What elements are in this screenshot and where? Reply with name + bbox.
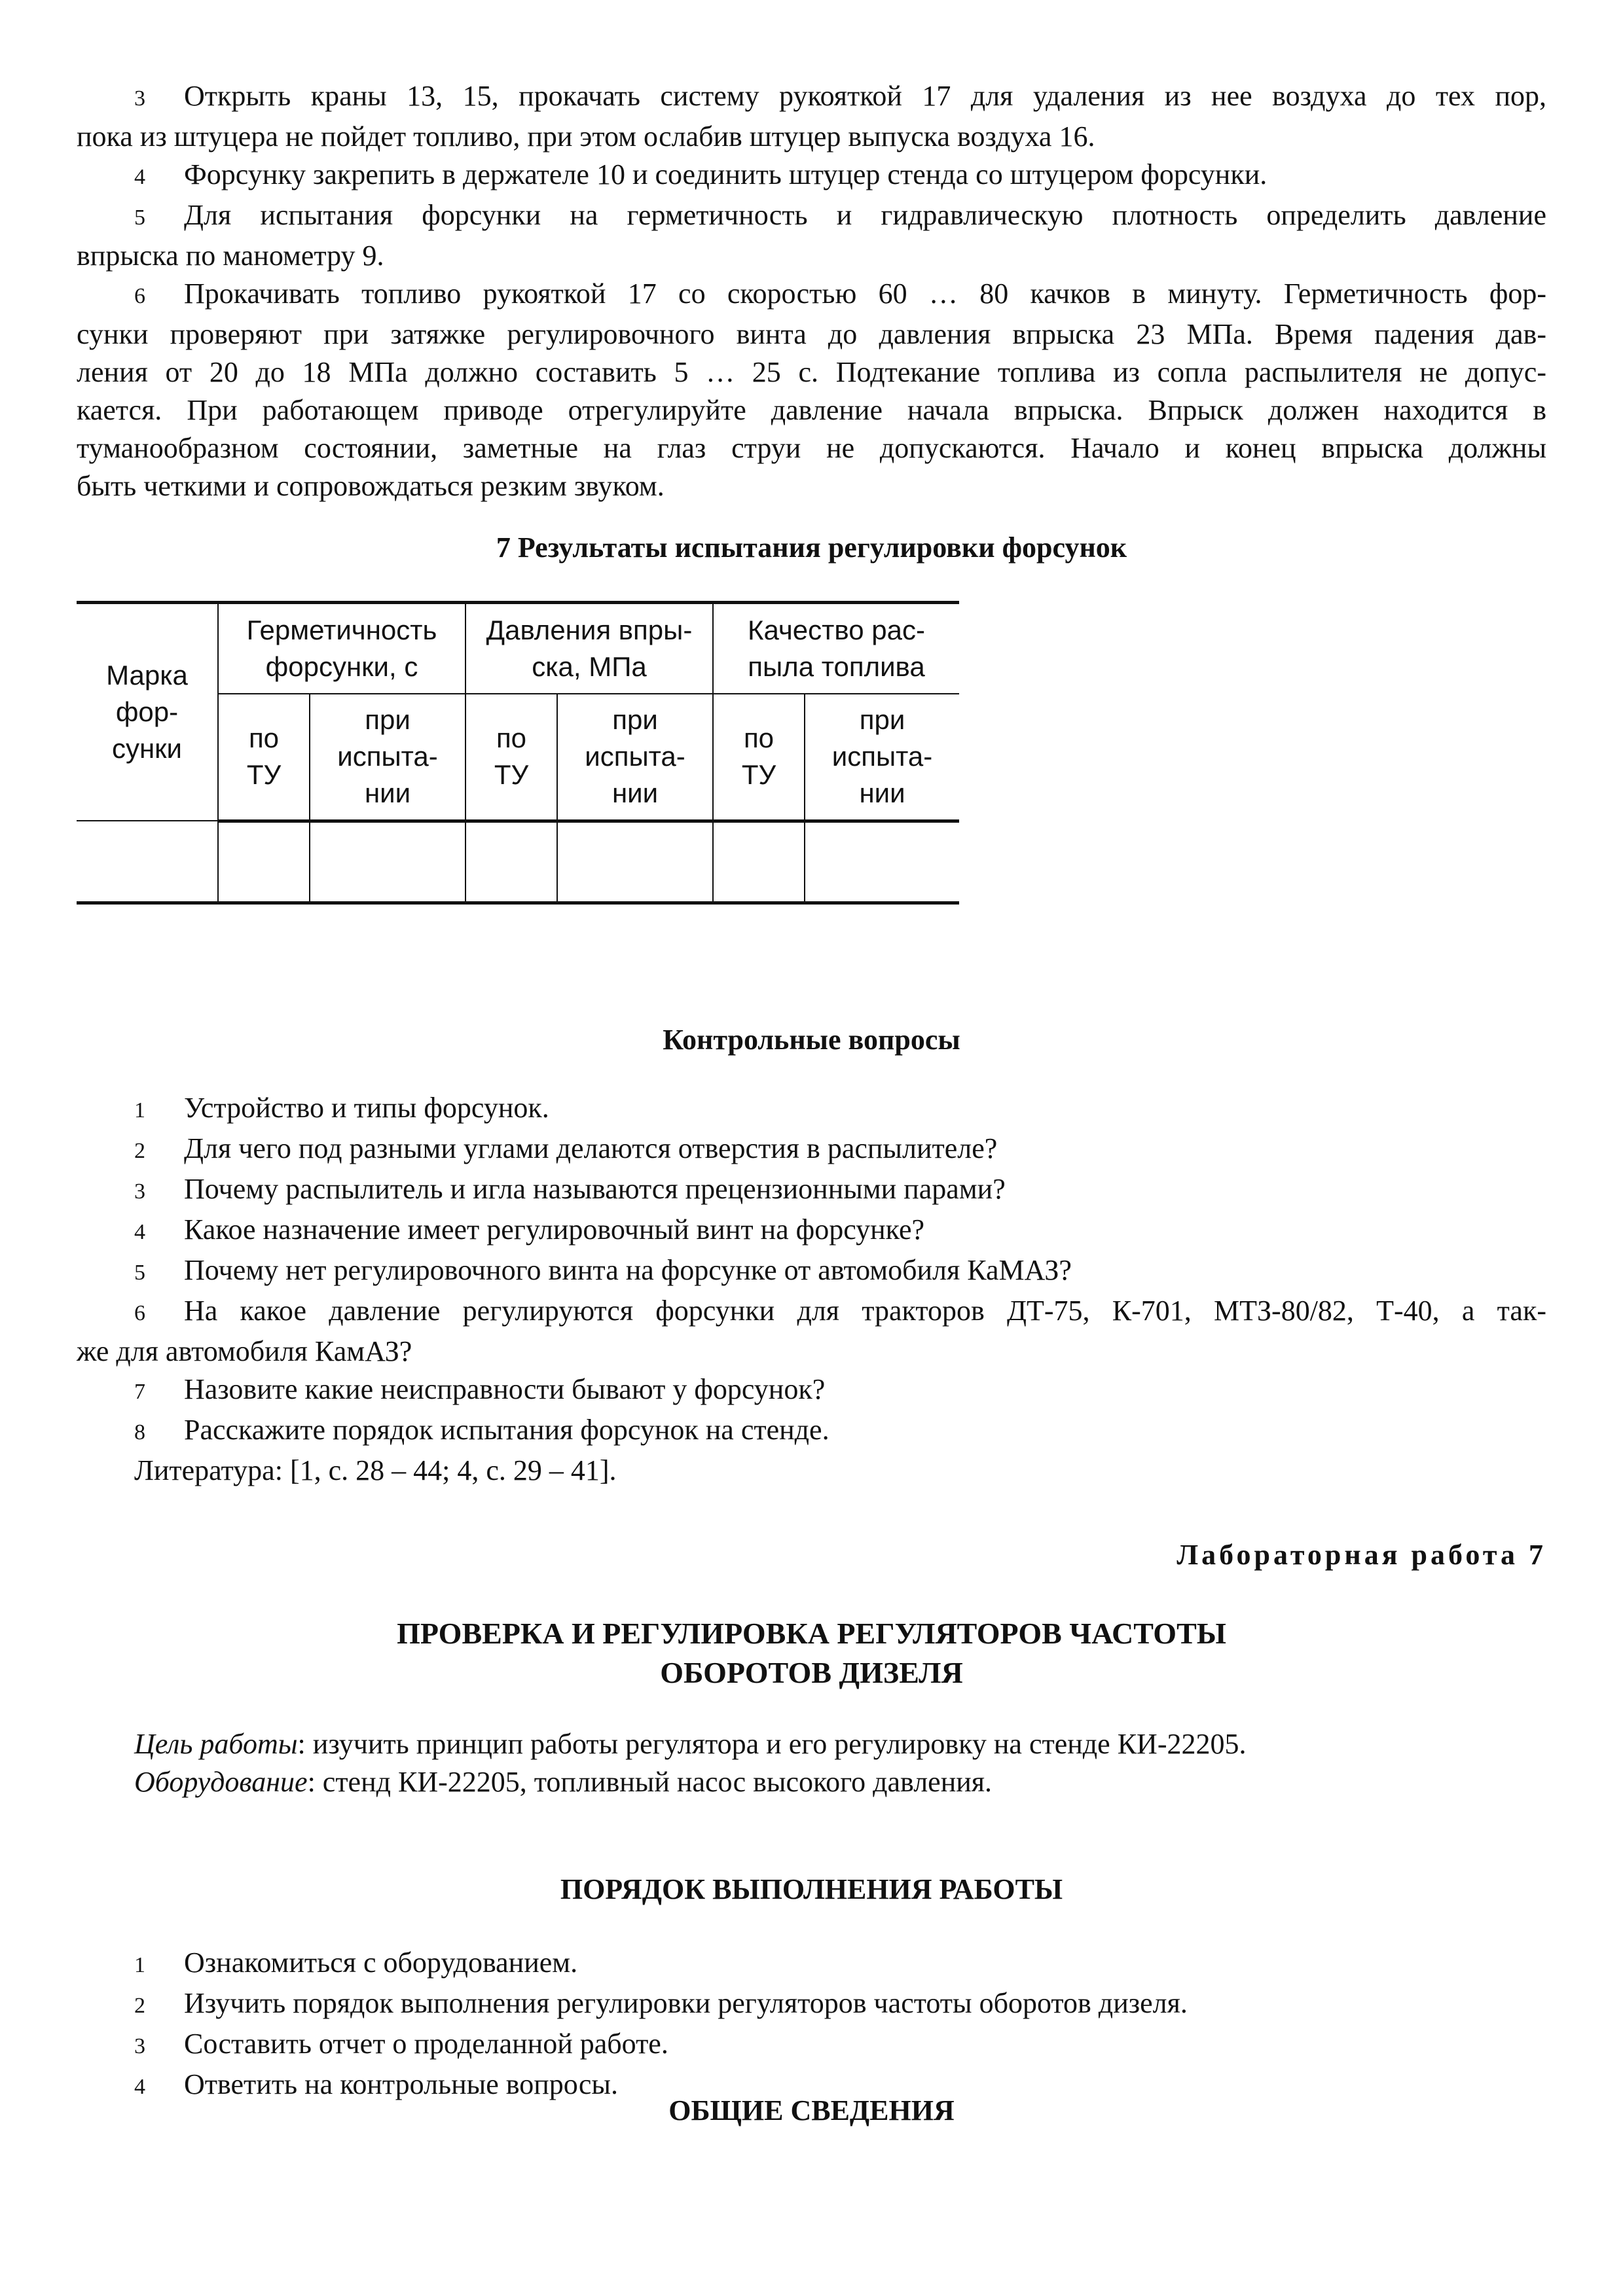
step-text: впрыска по манометру 9.	[77, 240, 384, 272]
table-cell	[218, 821, 310, 903]
step-5: 5 Для испытания форсунки на герметичность и гидравлическую плотность определить давление впрыска по манометру 9.	[77, 196, 1546, 275]
table-cell	[713, 821, 805, 903]
question-2: 2 Для чего под разными углами делаются отверстия в распылителе?	[134, 1132, 998, 1164]
equipment-line: Оборудование: стенд КИ-22205, топливный насос высокого давления.	[134, 1766, 993, 1798]
column-header-mark: Марка фор-сунки	[77, 603, 218, 821]
table-cell	[805, 821, 959, 903]
step-6: 6 Прокачивать топливо рукояткой 17 со скоростью 60 … 80 качков в минуту. Герметичность фор- сунки проверяют при затяжке регулировочного винта до давления впрыска 23 МПа. Время падения дав- ления от 20 до 18 МПа должно составить 5 … 25 с. Подтекание топлива из сопла распылителя не допус- кается. При работающем приводе отрегулируйте давление начала впрыска. Впрыск должен находится в туманообразном состоянии, заметные на глаз струи не допускаются. Начало и конец впрыска должны быть четкими и сопровождаться резким звуком.	[77, 275, 1546, 505]
procedure-item: 2 Изучить порядок выполнения регулировки регуляторов частоты оборотов дизеля.	[134, 1987, 1188, 2019]
subheader-spec: по ТУ	[713, 694, 805, 821]
procedure-item: 3 Составить отчет о проделанной работе.	[134, 2028, 668, 2060]
main-title-line-2: ОБОРОТОВ ДИЗЕЛЯ	[660, 1656, 963, 1689]
step-text: быть четкими и сопровождаться резким звуком.	[77, 470, 665, 502]
subheader-spec: по ТУ	[465, 694, 557, 821]
subheader-test: при испыта-нии	[310, 694, 465, 821]
table-row	[77, 821, 959, 903]
table-cell	[557, 821, 713, 903]
column-header-spray-quality: Качество рас-пыла топлива	[713, 603, 959, 694]
step-text: туманообразном состоянии, заметные на глаз струи не допускаются. Начало и конец впрыска должны	[77, 432, 1546, 464]
procedure-title: ПОРЯДОК ВЫПОЛНЕНИЯ РАБОТЫ	[560, 1873, 1063, 1905]
section-7-title: 7 Результаты испытания регулировки форсунок	[496, 531, 1127, 564]
step-text: пока из штуцера не пойдет топливо, при этом ослабив штуцер выпуска воздуха 16.	[77, 120, 1095, 152]
column-header-pressure: Давления впры-ска, МПа	[465, 603, 713, 694]
step-3: 3 Открыть краны 13, 15, прокачать систему рукояткой 17 для удаления из нее воздуха до тех пор, пока из штуцера не пойдет топливо, при этом ослабив штуцер выпуска воздуха 16.	[77, 77, 1546, 156]
procedure-item: 4 Ответить на контрольные вопросы.	[134, 2068, 618, 2100]
procedure-item: 1 Ознакомиться с оборудованием.	[134, 1946, 578, 1979]
step-text: Форсунку закрепить в держателе 10 и соединить штуцер стенда со штуцером форсунки.	[184, 158, 1267, 190]
step-list-top	[77, 77, 1546, 505]
table-cell	[465, 821, 557, 903]
step-text: Открыть краны 13, 15, прокачать систему рукояткой 17 для удаления из нее воздуха до тех пор,	[184, 80, 1546, 112]
column-header-tightness: Герметичность форсунки, с	[218, 603, 465, 694]
table-header-row	[77, 603, 959, 694]
literature: Литература: [1, с. 28 – 44; 4, с. 29 – 41].	[134, 1454, 617, 1486]
subheader-spec: по ТУ	[218, 694, 310, 821]
step-text: ления от 20 до 18 МПа должно составить 5 … 25 с. Подтекание топлива из сопла распылителя не допус-	[77, 356, 1546, 388]
question-4: 4 Какое назначение имеет регулировочный винт на форсунке?	[134, 1213, 925, 1246]
question-3: 3 Почему распылитель и игла называются прецензионными парами?	[134, 1173, 1006, 1205]
results-table	[77, 601, 959, 905]
main-title-line-1: ПРОВЕРКА И РЕГУЛИРОВКА РЕГУЛЯТОРОВ ЧАСТОТЫ	[397, 1617, 1226, 1650]
step-text: кается. При работающем приводе отрегулируйте давление начала впрыска. Впрыск должен находится в	[77, 394, 1546, 426]
question-8: 8 Расскажите порядок испытания форсунок на стенде.	[134, 1414, 830, 1446]
step-text: Для испытания форсунки на герметичность и гидравлическую плотность определить давление	[184, 199, 1546, 231]
goal-line: Цель работы: изучить принцип работы регулятора и его регулировку на стенде КИ-22205.	[134, 1728, 1247, 1760]
table-cell	[310, 821, 465, 903]
subheader-test: при испыта-нии	[557, 694, 713, 821]
step-text: сунки проверяют при затяжке регулировочного винта до давления впрыска 23 МПа. Время падения дав-	[77, 318, 1546, 350]
general-info-title: ОБЩИЕ СВЕДЕНИЯ	[668, 2094, 955, 2126]
table-cell	[77, 821, 218, 903]
question-1: 1 Устройство и типы форсунок.	[134, 1092, 549, 1124]
question-5: 5 Почему нет регулировочного винта на форсунке от автомобиля КаМАЗ?	[134, 1254, 1072, 1286]
goal-block	[134, 1725, 1546, 1801]
questions-title: Контрольные вопросы	[663, 1024, 960, 1056]
question-6: 6 На какое давление регулируются форсунки для тракторов ДТ-75, К-701, МТЗ-80/82, Т-40, а так- же для автомобиля КамАЗ?	[77, 1295, 1546, 1367]
subheader-test: при испыта-нии	[805, 694, 959, 821]
question-7: 7 Назовите какие неисправности бывают у форсунок?	[134, 1373, 826, 1405]
questions-list	[77, 1089, 1546, 1490]
lab-work-title: Лабораторная работа 7	[1176, 1539, 1546, 1571]
procedure-list	[77, 1944, 1546, 2106]
step-4: 4 Форсунку закрепить в держателе 10 и соединить штуцер стенда со штуцером форсунки.	[134, 158, 1267, 190]
step-text: Прокачивать топливо рукояткой 17 со скоростью 60 … 80 качков в минуту. Герметичность фор-	[184, 278, 1546, 310]
